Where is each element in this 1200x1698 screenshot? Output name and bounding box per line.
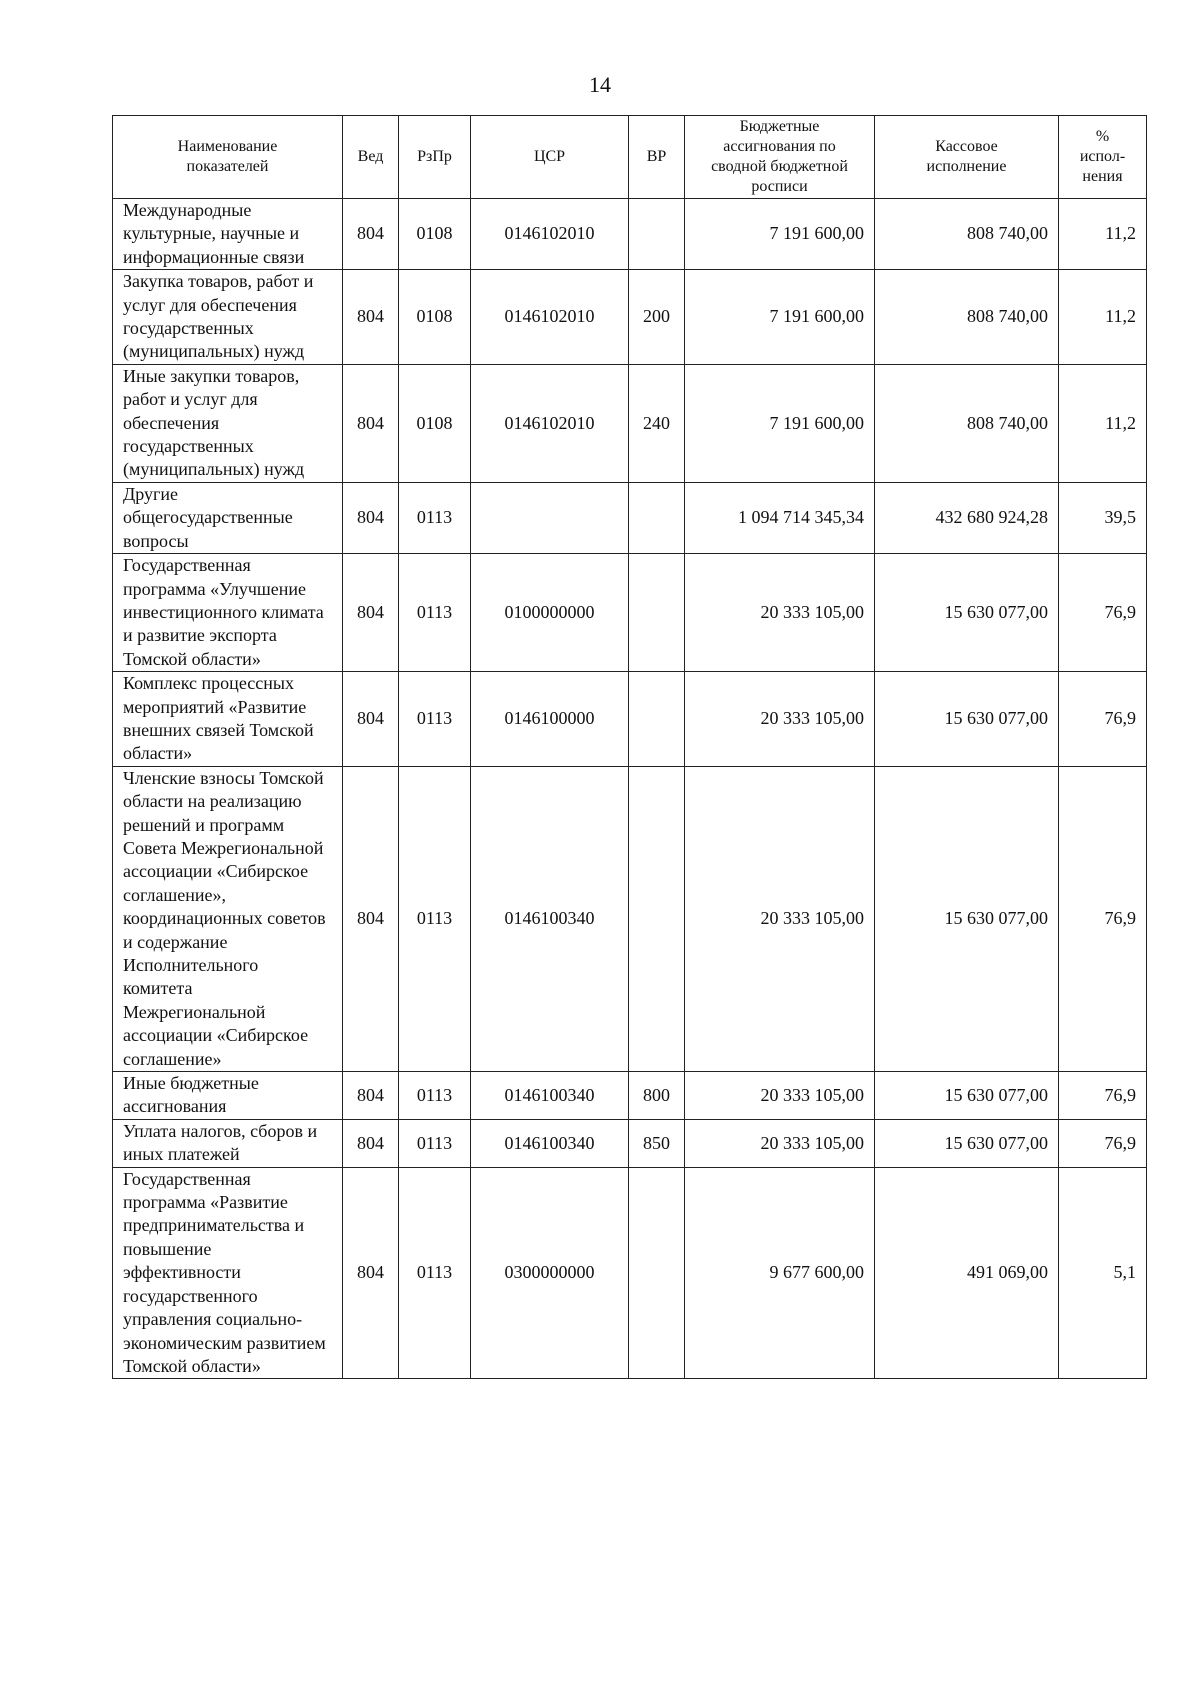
row-percent: 76,9 xyxy=(1059,672,1147,767)
row-percent: 11,2 xyxy=(1059,364,1147,482)
row-csr: 0146102010 xyxy=(471,364,629,482)
row-csr: 0300000000 xyxy=(471,1167,629,1379)
row-execution: 15 630 077,00 xyxy=(875,1119,1059,1167)
row-csr: 0146100000 xyxy=(471,672,629,767)
row-vr xyxy=(629,554,685,672)
row-vr xyxy=(629,766,685,1071)
row-csr: 0146102010 xyxy=(471,270,629,365)
row-csr: 0146100340 xyxy=(471,766,629,1071)
row-vr xyxy=(629,199,685,270)
row-name: Уплата налогов, сборов и иных платежей xyxy=(113,1119,343,1167)
row-percent: 39,5 xyxy=(1059,482,1147,553)
row-csr xyxy=(471,482,629,553)
row-percent: 11,2 xyxy=(1059,270,1147,365)
row-name: Комплекс процессных мероприятий «Развитие внешних связей Томской области» xyxy=(113,672,343,767)
row-name: Иные бюджетные ассигнования xyxy=(113,1072,343,1120)
row-allocations: 20 333 105,00 xyxy=(685,766,875,1071)
header-percent: % испол-нения xyxy=(1059,116,1147,199)
table-row xyxy=(113,364,1147,482)
header-csr: ЦСР xyxy=(471,116,629,199)
row-execution: 808 740,00 xyxy=(875,199,1059,270)
table-row xyxy=(113,554,1147,672)
row-execution: 15 630 077,00 xyxy=(875,1072,1059,1120)
table-row xyxy=(113,766,1147,1071)
row-name: Членские взносы Томской области на реализацию решений и программ Совета Межрегиональной ассоциации «Сибирское соглашение», координационных советов и содержание Исполнительного комитета Межрегиональной ассоциации «Сибирское соглашение» xyxy=(113,766,343,1071)
row-csr: 0146100340 xyxy=(471,1119,629,1167)
row-rzpr: 0108 xyxy=(399,270,471,365)
row-name: Государственная программа «Развитие предпринимательства и повышение эффективности государственного управления социально-экономическим развитием Томской области» xyxy=(113,1167,343,1379)
row-ved: 804 xyxy=(343,1119,399,1167)
page-number: 14 xyxy=(589,72,611,97)
row-rzpr: 0108 xyxy=(399,199,471,270)
row-name: Иные закупки товаров, работ и услуг для обеспечения государственных (муниципальных) нужд xyxy=(113,364,343,482)
row-vr: 200 xyxy=(629,270,685,365)
row-execution: 491 069,00 xyxy=(875,1167,1059,1379)
row-allocations: 20 333 105,00 xyxy=(685,1072,875,1120)
row-ved: 804 xyxy=(343,766,399,1071)
row-rzpr: 0113 xyxy=(399,766,471,1071)
row-allocations: 9 677 600,00 xyxy=(685,1167,875,1379)
row-allocations: 7 191 600,00 xyxy=(685,270,875,365)
header-rzpr: РзПр xyxy=(399,116,471,199)
header-vr: ВР xyxy=(629,116,685,199)
table-body xyxy=(113,199,1147,1379)
row-vr xyxy=(629,1167,685,1379)
table-row xyxy=(113,199,1147,270)
row-vr: 800 xyxy=(629,1072,685,1120)
row-allocations: 1 094 714 345,34 xyxy=(685,482,875,553)
table-row xyxy=(113,1072,1147,1120)
table-row xyxy=(113,1119,1147,1167)
row-vr: 850 xyxy=(629,1119,685,1167)
row-ved: 804 xyxy=(343,482,399,553)
table-header-row xyxy=(113,116,1147,199)
row-name: Международные культурные, научные и информационные связи xyxy=(113,199,343,270)
row-ved: 804 xyxy=(343,364,399,482)
row-csr: 0146102010 xyxy=(471,199,629,270)
row-percent: 76,9 xyxy=(1059,1072,1147,1120)
row-allocations: 20 333 105,00 xyxy=(685,672,875,767)
table-row xyxy=(113,482,1147,553)
row-ved: 804 xyxy=(343,554,399,672)
row-rzpr: 0113 xyxy=(399,554,471,672)
header-ved: Вед xyxy=(343,116,399,199)
row-rzpr: 0113 xyxy=(399,482,471,553)
row-rzpr: 0113 xyxy=(399,1119,471,1167)
row-allocations: 7 191 600,00 xyxy=(685,364,875,482)
row-name: Государственная программа «Улучшение инвестиционного климата и развитие экспорта Томской области» xyxy=(113,554,343,672)
header-execution: Кассовое исполнение xyxy=(875,116,1059,199)
row-ved: 804 xyxy=(343,672,399,767)
row-csr: 0146100340 xyxy=(471,1072,629,1120)
table-row xyxy=(113,672,1147,767)
row-ved: 804 xyxy=(343,1072,399,1120)
row-rzpr: 0113 xyxy=(399,1167,471,1379)
row-percent: 76,9 xyxy=(1059,1119,1147,1167)
table-row xyxy=(113,270,1147,365)
row-allocations: 20 333 105,00 xyxy=(685,1119,875,1167)
row-ved: 804 xyxy=(343,1167,399,1379)
row-execution: 808 740,00 xyxy=(875,270,1059,365)
row-allocations: 20 333 105,00 xyxy=(685,554,875,672)
row-vr xyxy=(629,482,685,553)
row-percent: 76,9 xyxy=(1059,554,1147,672)
header-name: Наименование показателей xyxy=(113,116,343,199)
row-execution: 15 630 077,00 xyxy=(875,554,1059,672)
row-execution: 432 680 924,28 xyxy=(875,482,1059,553)
row-vr: 240 xyxy=(629,364,685,482)
row-rzpr: 0108 xyxy=(399,364,471,482)
budget-table xyxy=(112,115,1147,1379)
row-name: Закупка товаров, работ и услуг для обеспечения государственных (муниципальных) нужд xyxy=(113,270,343,365)
row-execution: 15 630 077,00 xyxy=(875,672,1059,767)
row-percent: 5,1 xyxy=(1059,1167,1147,1379)
row-percent: 11,2 xyxy=(1059,199,1147,270)
row-allocations: 7 191 600,00 xyxy=(685,199,875,270)
row-ved: 804 xyxy=(343,270,399,365)
row-vr xyxy=(629,672,685,767)
row-execution: 15 630 077,00 xyxy=(875,766,1059,1071)
row-execution: 808 740,00 xyxy=(875,364,1059,482)
row-percent: 76,9 xyxy=(1059,766,1147,1071)
row-name: Другие общегосударственные вопросы xyxy=(113,482,343,553)
row-rzpr: 0113 xyxy=(399,672,471,767)
row-csr: 0100000000 xyxy=(471,554,629,672)
row-rzpr: 0113 xyxy=(399,1072,471,1120)
header-allocations: Бюджетные ассигнования по сводной бюджетной росписи xyxy=(685,116,875,199)
table-row xyxy=(113,1167,1147,1379)
row-ved: 804 xyxy=(343,199,399,270)
